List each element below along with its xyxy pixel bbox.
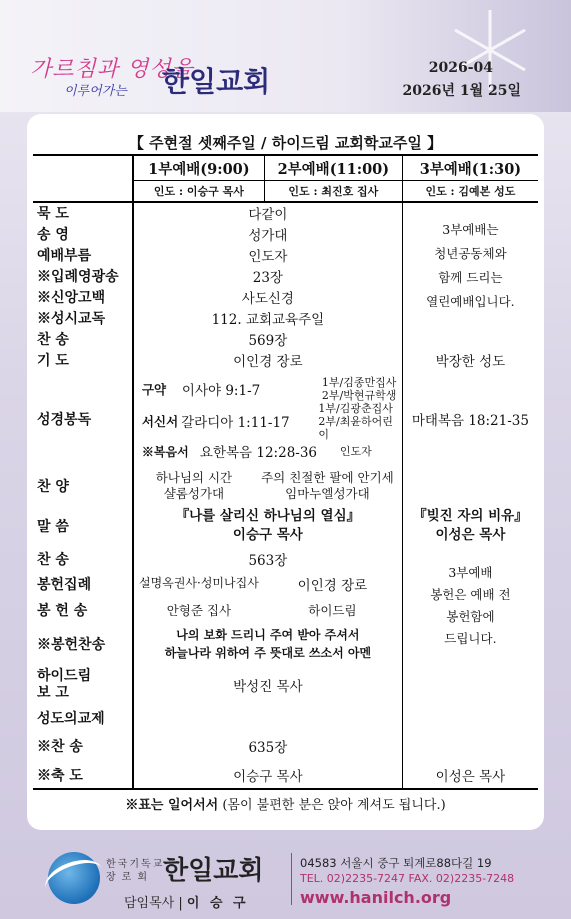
prayer-value: 이인경 장로: [133, 349, 402, 371]
slogan-sub: 이루어가는: [64, 84, 127, 99]
call-value: 인도자: [133, 244, 402, 265]
hymn-open-value: 23장: [133, 265, 402, 286]
row-label-hymn3: ※찬 송: [37, 739, 83, 755]
row-label-scripture: 성경봉독: [37, 412, 92, 428]
phone-fax: TEL. 02)2235-7247 FAX. 02)2235-7248: [300, 872, 515, 885]
service2-name: 2부예배(11:00): [264, 155, 402, 181]
row-label-sermon: 말 씀: [37, 519, 69, 535]
row-label-offering-hymn: ※봉헌찬송: [37, 637, 106, 653]
prayer-value-3: 박장한 성도: [402, 349, 538, 371]
worship-order-table: [33, 154, 538, 790]
row-label-creed: ※신앙고백: [37, 289, 106, 306]
row-label-mukdo: 묵 도: [37, 206, 69, 222]
scripture-value-3: 마태복음 18:21-35: [402, 371, 538, 467]
offering-song-cell: 안형준 집사 하이드림: [133, 597, 402, 623]
row-label-offering: 봉헌집례: [37, 577, 92, 593]
service1-leader: 인도 : 이승구 목사: [133, 181, 264, 203]
offering-hymn-cell: 나의 보화 드리니 주여 받아 주셔서 하늘나라 위하여 주 뜻대로 쓰소서 아멘: [133, 623, 402, 665]
creed-value: 사도신경: [133, 286, 402, 307]
service3-leader: 인도 : 김예본 성도: [402, 181, 538, 203]
header: [0, 0, 571, 112]
benediction-value: 이승구 목사: [133, 761, 402, 789]
senior-pastor: 담임목사 | 이 승 구: [124, 896, 249, 911]
footer-church-name: 한일교회: [163, 856, 264, 886]
church-name: 한일교회: [162, 65, 271, 98]
service1-name: 1부예배(9:00): [133, 155, 264, 181]
songyoung-value: 성가대: [133, 223, 402, 244]
website-link[interactable]: www.hanilch.org: [300, 888, 452, 907]
sermon-preacher: 이승구 목사: [232, 527, 303, 543]
standing-note: ※표는 일어서서 (몸이 불편한 분은 앉아 계셔도 됩니다.): [125, 798, 446, 813]
slogan-main: 가르침과 영성을: [30, 57, 194, 82]
reading-value: 112. 교회교육주일: [133, 307, 402, 328]
footer-divider: [291, 853, 292, 905]
row-label-offering-song: 봉 헌 송: [37, 603, 88, 619]
row-label-report: 하이드림 보 고: [37, 668, 92, 701]
row-label-praise: 찬 양: [37, 479, 69, 495]
praise-cell: 하나님의 시간 샬롬성가대 주의 친절한 팔에 안기세 임마누엘성가대: [133, 467, 402, 505]
issue-number: 2026-04: [428, 60, 493, 76]
row-label-hymn-open: ※입례영광송: [37, 268, 119, 285]
sermon-title: 『나를 살리신 하나님의 열심』: [175, 508, 361, 524]
service3-name: 3부예배(1:30): [402, 155, 538, 181]
address: 04583 서울시 중구 퇴계로88다길 19: [300, 856, 492, 870]
service2-leader: 인도 : 최진호 집사: [264, 181, 402, 203]
hymn3-value: 635장: [133, 731, 402, 761]
benediction-value-3: 이성은 목사: [402, 761, 538, 789]
bulletin-title: 【 주현절 셋째주일 / 하이드림 교회학교주일 】: [128, 134, 443, 152]
row-label-hymn1: 찬 송: [37, 331, 69, 348]
worship-order-card: [27, 114, 544, 830]
denomination-line1: 한국기독교: [106, 859, 165, 870]
sermon-cell: [133, 505, 402, 547]
row-label-hymn2: 찬 송: [37, 552, 69, 568]
row-label-fellowship: 성도의교제: [37, 711, 105, 727]
hymn2-value: 563장: [133, 547, 402, 571]
sermon-cell-3: 『빚진 자의 비유』 이성은 목사: [402, 505, 538, 547]
row-label-reading: ※성시교독: [37, 310, 106, 327]
bulletin-date: 2026년 1월 25일: [402, 83, 521, 99]
row-label-songyoung: 송 영: [37, 226, 69, 243]
row-label-benediction: ※축 도: [33, 761, 133, 789]
scripture-cell: 구약 이사야 9:1-7 1부/김종만집사 2부/박현규학생 서신서 갈라디아 1:11-17 1부/김광춘집사 2부/최윤하어린이 ※복음서 요한복음 12:28-36 인도자: [133, 371, 402, 467]
third-service-note: 3부예배는 청년공동체와 함께 드리는 열린예배입니다.: [402, 202, 538, 328]
third-offering-note: 3부예배 봉헌은 예배 전 봉헌함에 드립니다.: [402, 547, 538, 665]
report-value: 박성진 목사: [133, 665, 402, 705]
row-label-prayer: 기 도: [37, 353, 69, 369]
denomination-line2: 장로회: [106, 872, 153, 883]
row-label-call: 예배부름: [37, 247, 92, 264]
hymn1-value: 569장: [133, 328, 402, 349]
offering-cell: 설명옥권사·성미나집사 이인경 장로: [133, 571, 402, 597]
mukdo-value: 다같이: [133, 202, 402, 223]
